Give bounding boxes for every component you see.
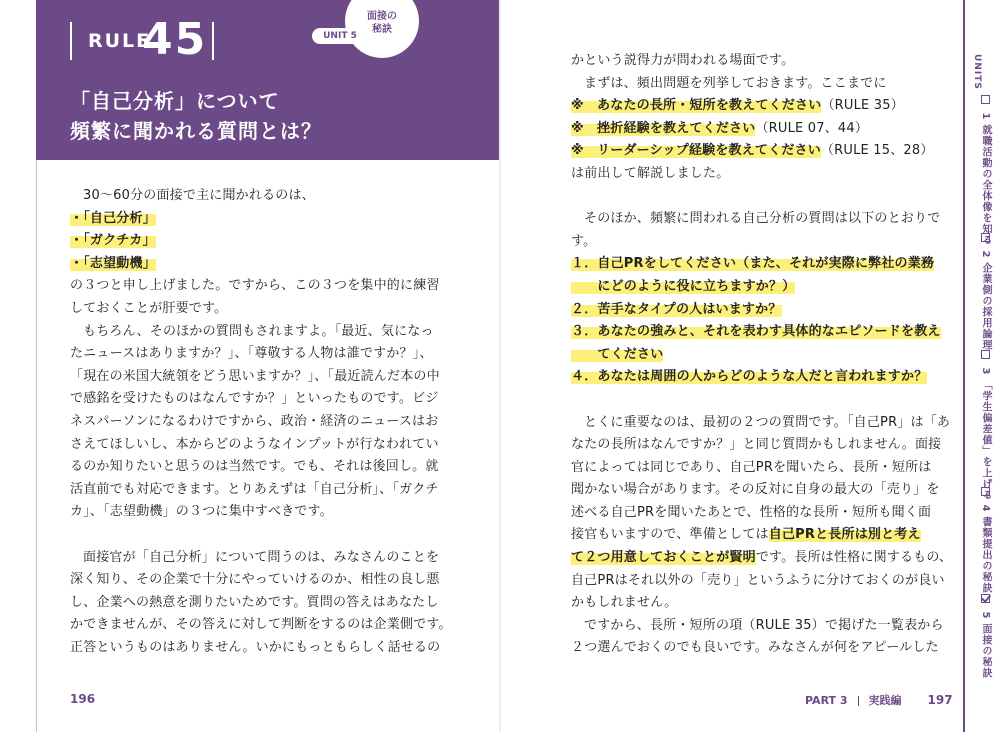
rule-label: RULE xyxy=(88,30,152,52)
text-line xyxy=(571,140,952,163)
text-line xyxy=(571,95,952,118)
highlight-item: て２つ用意しておくことが賢明 xyxy=(571,550,756,566)
text-line: もちろん、そのほかの質問もされますよ。「最近、気になっ xyxy=(83,323,434,339)
question-item: てください xyxy=(571,346,664,362)
unit-badge-title xyxy=(345,10,419,36)
center-fold xyxy=(499,0,501,732)
page-title xyxy=(70,86,322,146)
side-index-unit-2 xyxy=(969,233,993,351)
right-body-text xyxy=(571,50,952,660)
rule-reference: （RULE 15、28） xyxy=(820,143,934,159)
text-line xyxy=(571,547,952,570)
left-body-text xyxy=(70,185,452,659)
text-line: 「現在の米国大統領をどう思いますか？」、「最近読んだ本の中 xyxy=(70,368,440,384)
unit-number: 5 xyxy=(980,611,991,620)
text-segment: です。長所は性格に関するもの、 xyxy=(755,550,953,566)
footer-part: PART 3 xyxy=(805,694,848,707)
unit-label: 書類提出の秘訣 xyxy=(980,516,991,594)
text-line: まずは、頻出問題を列挙しておきます。ここまでに xyxy=(584,75,887,91)
side-index-unit-5 xyxy=(969,594,993,679)
side-index-unit-1 xyxy=(969,95,993,246)
text-line: 面接官が「自己分析」について問うのは、みなさんのことを xyxy=(83,549,440,565)
question-item: ２．苦手なタイプの人はいますか？ xyxy=(571,301,782,317)
text-line: かできませんが、その答えに対して判断をするのは企業側です。 xyxy=(70,617,452,633)
text-line xyxy=(571,299,952,322)
text-line: す。 xyxy=(571,233,597,249)
text-line: しておくことが肝要です。 xyxy=(70,300,228,316)
text-line: かという説得力が問われる場面です。 xyxy=(571,53,795,68)
text-line: で感銘を受けたものはなんですか？」といったものです。ビジ xyxy=(70,391,439,407)
page-number-right: 197 xyxy=(927,693,953,707)
text-line xyxy=(571,276,952,299)
page-edge-line xyxy=(36,160,37,732)
checkbox-icon xyxy=(981,95,990,104)
text-line: 官によっては同じであり、自己PRを聞いたら、長所・短所は xyxy=(571,459,932,475)
highlight-item: ※ あなたの長所・短所を教えてください xyxy=(571,98,822,114)
side-index-heading: UNITS xyxy=(972,54,982,90)
text-line xyxy=(571,344,952,367)
highlight-item: ・「志望動機」 xyxy=(70,255,156,271)
text-line: の３つと申し上げました。ですから、この３つを集中的に練習 xyxy=(70,278,440,294)
unit-label: 企業側の採用論理 xyxy=(980,262,991,351)
text-line xyxy=(70,253,452,276)
question-item: ３．あなたの強みと、それを表わす具体的なエピソードを教え xyxy=(571,324,941,340)
text-line: 30〜60分の面接で主に聞かれるのは、 xyxy=(83,188,315,203)
text-line: たニュースはありますか？」、「尊敬する人物は誰ですか？」、 xyxy=(70,346,433,362)
question-item: １．自己PRをしてください（また、それが実際に弊社の業務 xyxy=(571,256,935,272)
checkbox-icon xyxy=(981,487,990,496)
text-line xyxy=(70,208,452,231)
text-line: なたの長所はなんですか？」と同じ質問かもしれません。面接 xyxy=(571,437,942,453)
unit-label: 就職活動の全体像を知る xyxy=(980,124,991,246)
unit-title-line-2: 秘訣 xyxy=(372,24,392,35)
paragraph-gap xyxy=(571,186,952,209)
text-line: ネスパーソンになるわけですから、政治・経済のニュースはお xyxy=(70,413,439,429)
title-line-2: 頻繁に聞かれる質問とは？ xyxy=(70,119,322,143)
text-line xyxy=(70,230,452,253)
text-line: 聞かない場合があります。その反対に自身の最大の「売り」を xyxy=(571,482,940,498)
checkbox-checked-icon xyxy=(981,594,990,603)
rule-reference: （RULE 07、44） xyxy=(755,120,869,136)
side-index-unit-3 xyxy=(969,350,993,501)
page-footer xyxy=(805,692,953,708)
unit-label: 「学生偏差値」を上げる xyxy=(980,379,991,501)
text-line xyxy=(571,366,952,389)
paragraph-gap xyxy=(70,524,452,547)
side-index-border xyxy=(963,0,965,732)
title-line-1: 「自己分析」について xyxy=(70,89,280,113)
unit-tab: UNIT 5 xyxy=(312,28,368,44)
unit-title-line-1: 面接の xyxy=(367,11,397,22)
rule-number: 45 xyxy=(142,14,208,65)
highlight-item: ・「自己分析」 xyxy=(70,210,156,226)
highlight-item: ※ リーダーシップ経験を教えてください xyxy=(571,143,821,159)
text-line xyxy=(571,253,952,276)
text-line: 活直前でも対応できます。とりあえずは「自己分析」、「ガクチ xyxy=(70,481,439,497)
text-line: カ」、「志望動機」の３つに集中すべきです。 xyxy=(70,504,333,520)
text-line: 述べる自己PRを聞いたあとで、性格的な長所・短所も聞く面 xyxy=(571,504,932,520)
paragraph-gap xyxy=(571,389,952,412)
rule-divider-left xyxy=(70,22,72,60)
unit-label: 面接の秘訣 xyxy=(980,623,991,679)
footer-section: 実践編 xyxy=(868,694,902,707)
text-line: さえてほしいし、本からどのようなインプットが行なわれてい xyxy=(70,436,439,452)
question-item: ４．あなたは周囲の人からどのような人だと言われますか？ xyxy=(571,369,928,385)
question-item: にどのように役に立ちますか？） xyxy=(571,278,796,294)
text-line xyxy=(571,524,952,547)
checkbox-icon xyxy=(981,350,990,359)
page-number-left: 196 xyxy=(70,692,96,706)
unit-number: 2 xyxy=(980,250,991,259)
text-line xyxy=(571,118,952,141)
highlight-item: 自己PRと長所は別と考え xyxy=(768,527,921,543)
text-line: ２つ選んでおくのでも良いです。みなさんが何をアピールした xyxy=(571,640,939,656)
rule-reference: （RULE 35） xyxy=(821,98,904,114)
rule-divider-right xyxy=(212,22,214,60)
text-line: 深く知り、その企業で十分にやっていけるのか、相性の良し悪 xyxy=(70,572,440,588)
unit-number: 3 xyxy=(980,367,991,376)
highlight-item: ※ 挫折経験を教えてください xyxy=(571,120,756,136)
text-line xyxy=(571,321,952,344)
text-line: かもしれません。 xyxy=(571,595,678,611)
text-line: ですから、長所・短所の項（RULE 35）で掲げた一覧表から xyxy=(584,617,944,633)
side-index-unit-4 xyxy=(969,487,993,594)
text-line: し、企業への熱意を測りたいためです。質問の答えはあなたし xyxy=(70,594,439,610)
text-line: とくに重要なのは、最初の２つの質問です。「自己PR」は「あ xyxy=(584,414,951,430)
text-line: るのか知りたいと思うのは当然です。でも、それは後回し。就 xyxy=(70,459,439,475)
footer-divider xyxy=(858,696,859,706)
text-line: は前出して解説しました。 xyxy=(571,165,730,181)
unit-number: 1 xyxy=(980,112,991,121)
highlight-item: ・「ガクチカ」 xyxy=(70,233,156,249)
checkbox-icon xyxy=(981,233,990,242)
text-line: 正答というものはありません。いかにもっともらしく話せるの xyxy=(70,639,441,655)
text-line: そのほか、頻繁に問われる自己分析の質問は以下のとおりで xyxy=(584,211,941,227)
text-line: 自己PRはそれ以外の「売り」というふうに分けておくのが良い xyxy=(571,572,945,588)
text-segment: 接官もいますので、準備としては xyxy=(571,527,769,543)
unit-number: 4 xyxy=(980,504,991,513)
